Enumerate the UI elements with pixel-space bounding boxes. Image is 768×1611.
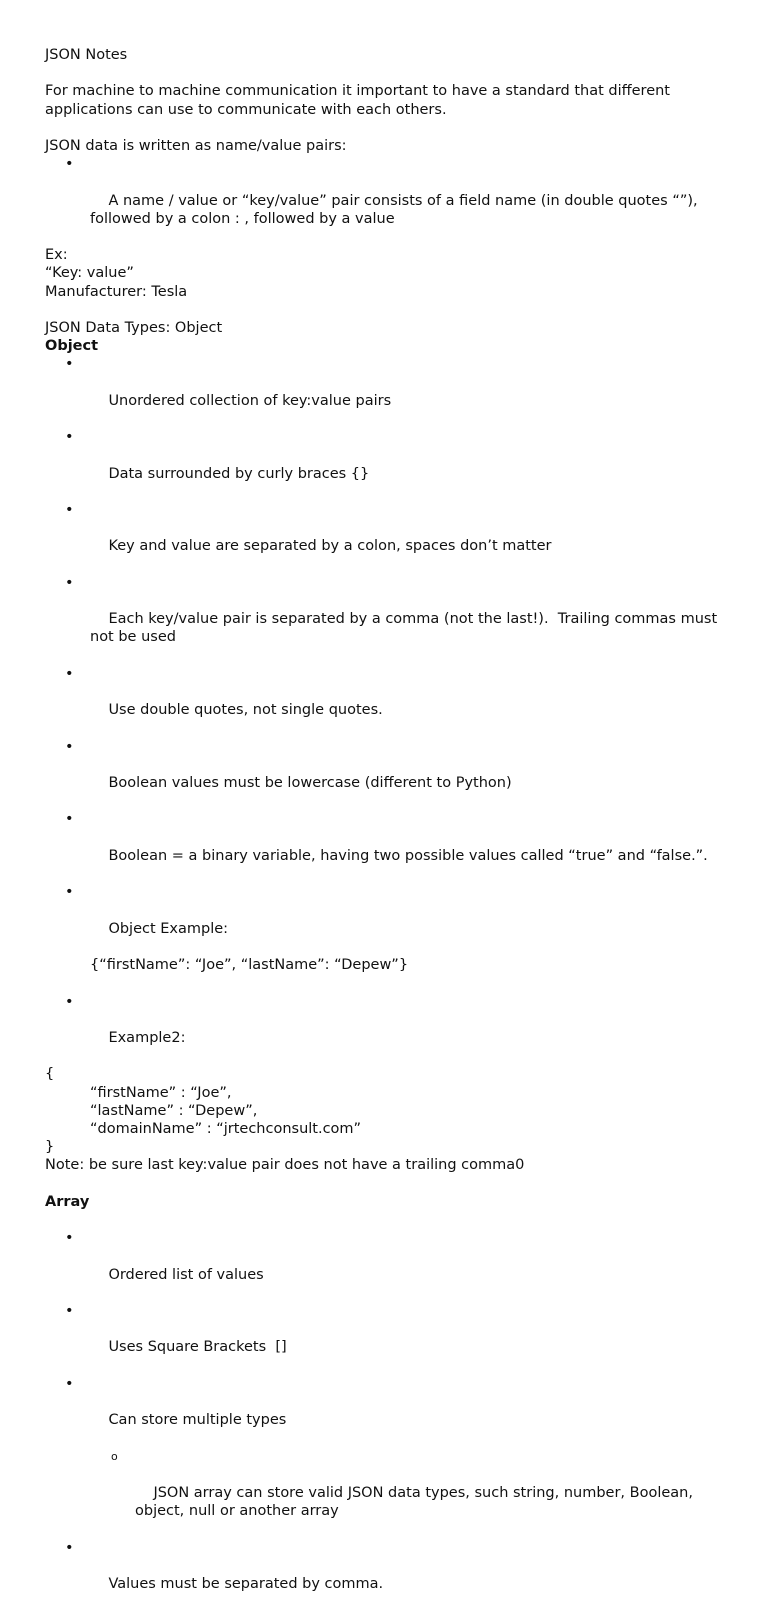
list-item-text: Object Example: [108, 920, 229, 937]
list-item [45, 1302, 735, 1375]
list-item-text: Values must be separated by comma. [108, 1575, 384, 1592]
list-item-text: Boolean = a binary variable, having two possible values called “true” and “false.”. [108, 847, 708, 864]
bullet: • [65, 811, 74, 828]
list-item-text: Each key/value pair is separated by a comma (not the last!). Trailing commas must not be used [90, 611, 722, 646]
list-item-text: Can store multiple types [108, 1412, 287, 1429]
list-item-text: JSON array can store valid JSON data types, such string, number, Boolean, object, null or another array [135, 1484, 698, 1520]
list-item-text: Ordered list of values [108, 1266, 264, 1283]
list-item [45, 1539, 735, 1611]
bullet: • [65, 1539, 74, 1556]
bullet: • [65, 429, 74, 446]
list-item-text: Use double quotes, not single quotes. [108, 702, 383, 719]
list-item [45, 501, 735, 574]
document-body [45, 46, 735, 1611]
doc-title: JSON Notes [45, 47, 128, 63]
code-brace-close: } [45, 1139, 55, 1156]
pairs-heading: JSON data is written as name/value pairs: [45, 137, 347, 154]
list-item [45, 1229, 735, 1302]
list-item [45, 1375, 735, 1448]
list-item [45, 738, 735, 811]
spacer [45, 1211, 735, 1229]
bullet: • [65, 574, 74, 591]
list-item [45, 574, 735, 665]
spacer [45, 119, 735, 137]
bullet: • [65, 993, 74, 1010]
list-item [45, 355, 735, 428]
example-line: Manufacturer: Tesla [45, 283, 188, 300]
code-line: “domainName” : “jrtechconsult.com” [90, 1120, 362, 1137]
object-heading: Object [45, 338, 99, 355]
list-item [45, 810, 735, 883]
list-item-text: Boolean values must be lowercase (different to Python) [108, 775, 512, 792]
bullet: • [65, 1230, 74, 1247]
spacer [45, 1175, 735, 1193]
intro-paragraph: For machine to machine communication it important to have a standard that different applications can use to communicate with each others. [45, 83, 675, 118]
bullet: • [65, 356, 74, 373]
list-item [45, 665, 735, 738]
sub-list-item [45, 1448, 735, 1539]
list-item-text: A name / value or “key/value” pair consists of a field name (in double quotes “”), followed by a colon : , followed by a value [90, 192, 703, 227]
list-item-text: Unordered collection of key:value pairs [108, 392, 392, 409]
types-heading: JSON Data Types: Object [45, 320, 223, 336]
spacer [45, 301, 735, 319]
list-item [45, 993, 735, 1066]
list-item-text: Example2: [108, 1029, 186, 1046]
object-example-code: {“firstName”: “Joe”, “lastName”: “Depew”} [90, 957, 409, 974]
list-item-text: Data surrounded by curly braces {} [108, 465, 370, 482]
bullet: • [65, 738, 74, 755]
bullet: • [65, 502, 74, 519]
sub-bullet: o [111, 1449, 118, 1463]
list-item-text: Key and value are separated by a colon, spaces don’t matter [108, 538, 552, 555]
array-heading: Array [45, 1193, 90, 1210]
code-line: “firstName” : “Joe”, [90, 1084, 232, 1101]
list-item [45, 428, 735, 501]
bullet: • [65, 884, 74, 901]
list-item-text: Uses Square Brackets [] [108, 1339, 287, 1356]
code-brace-open: { [45, 1066, 55, 1083]
bullet: • [65, 1375, 74, 1392]
spacer [45, 974, 735, 992]
bullet: • [65, 156, 74, 173]
code-line: “lastName” : “Depew”, [90, 1102, 258, 1119]
note-text: Note: be sure last key:value pair does not have a trailing comma0 [45, 1157, 525, 1174]
list-item [45, 883, 735, 956]
example-label: Ex: [45, 247, 68, 264]
spacer [45, 64, 735, 82]
list-item [45, 155, 735, 246]
bullet: • [65, 1302, 74, 1319]
example-line: “Key: value” [45, 265, 134, 282]
bullet: • [65, 665, 74, 682]
